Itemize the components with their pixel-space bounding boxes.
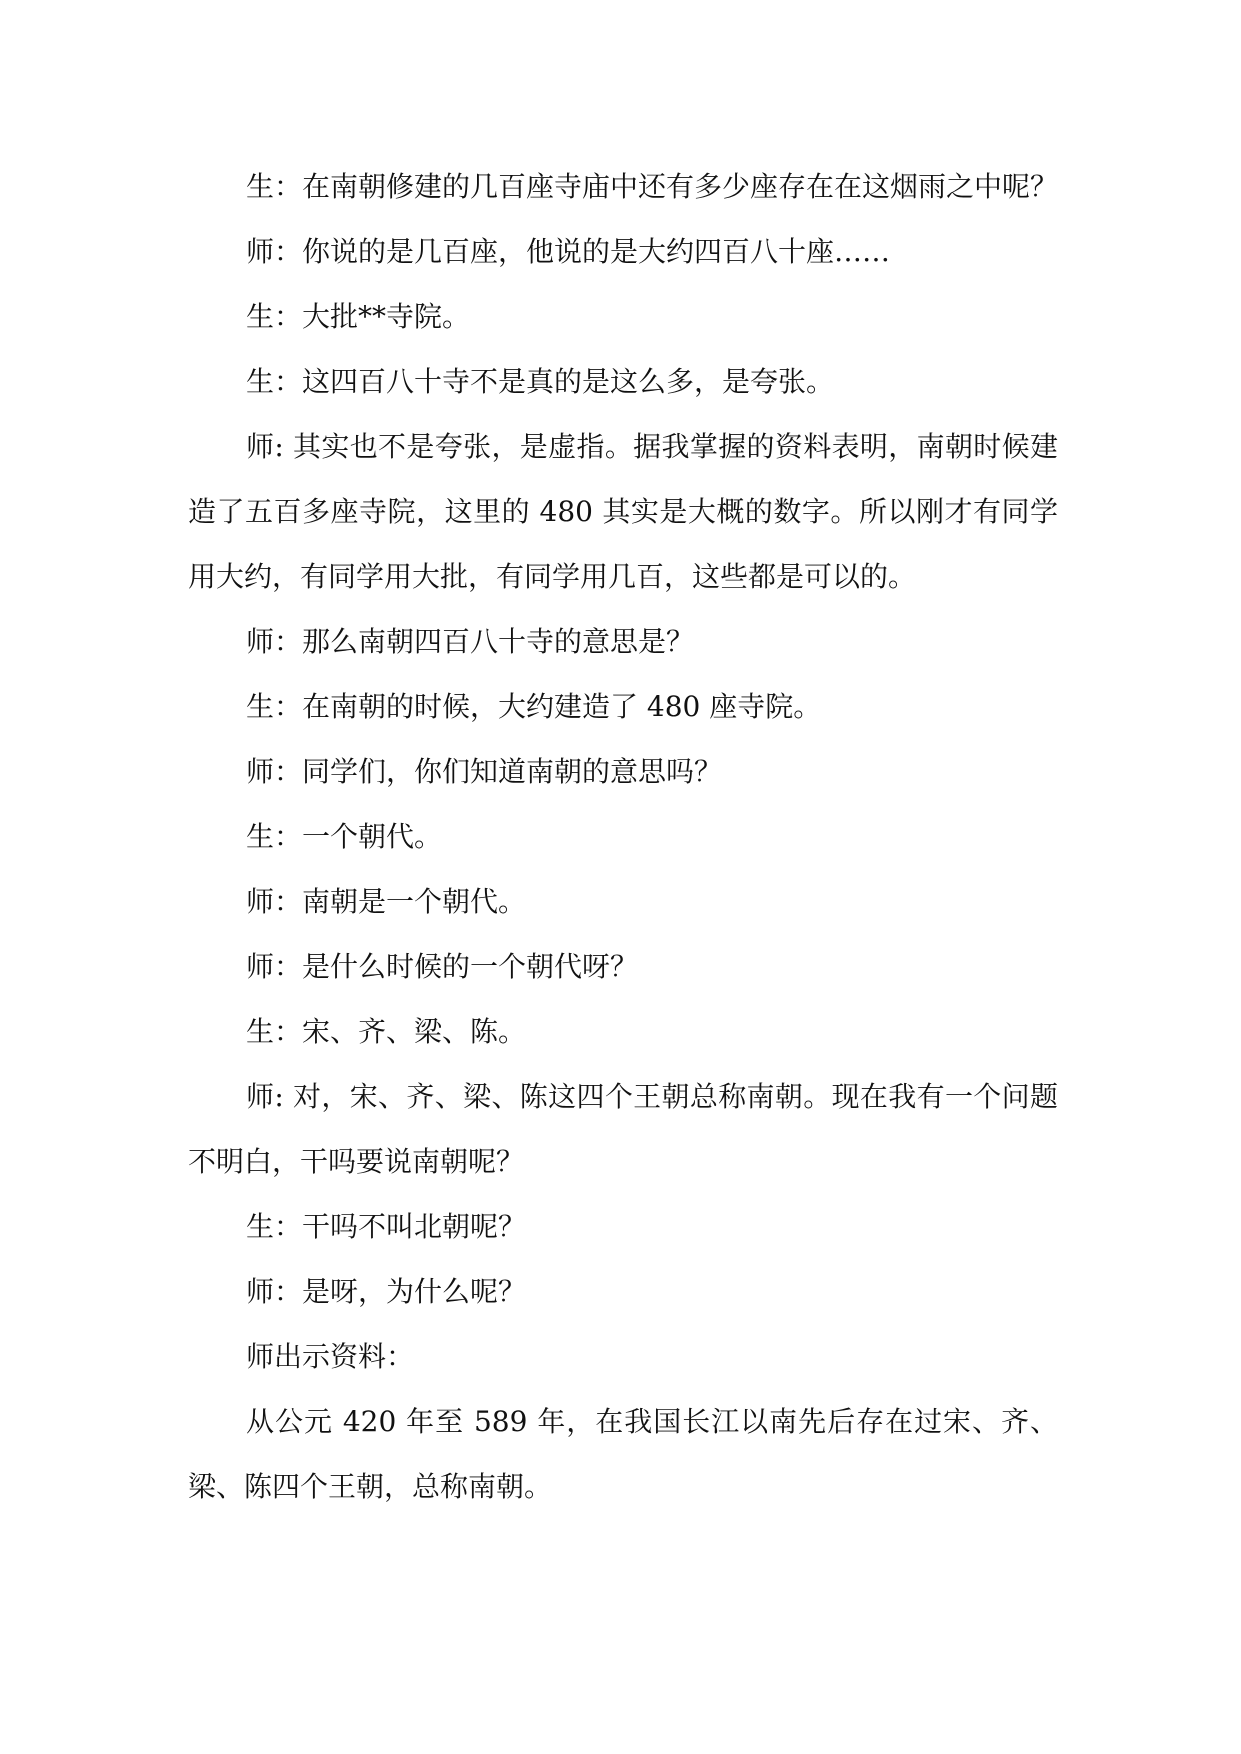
paragraph-10: 师：南朝是一个朝代。 bbox=[246, 885, 527, 918]
paragraph-14: 生：干吗不叫北朝呢？ bbox=[246, 1210, 527, 1243]
paragraph-13: 师: 对，宋、齐、梁、陈这四个王朝总称南朝。现在我有一个问题不明白，干吗要说南朝呢？ bbox=[188, 1080, 1058, 1178]
paragraph-9: 生：一个朝代。 bbox=[246, 820, 443, 853]
paragraph-5: 师: 其实也不是夸张，是虚指。据我掌握的资料表明，南朝时候建造了五百多座寺院，这里的 480 其实是大概的数字。所以刚才有同学用大约，有同学用大批，有同学用几百，这些都是可以的。 bbox=[188, 430, 1058, 593]
paragraph-16: 师出示资料： bbox=[246, 1340, 415, 1373]
paragraph-7: 生：在南朝的时候，大约建造了 480 座寺院。 bbox=[246, 690, 822, 723]
paragraph-4: 生：这四百八十寺不是真的是这么多，是夸张。 bbox=[246, 365, 835, 398]
paragraph-11: 师：是什么时候的一个朝代呀？ bbox=[246, 950, 639, 983]
paragraph-2: 师：你说的是几百座，他说的是大约四百八十座…… bbox=[246, 235, 891, 268]
paragraph-6: 师：那么南朝四百八十寺的意思是？ bbox=[246, 625, 695, 658]
paragraph-12: 生：宋、齐、梁、陈。 bbox=[246, 1015, 527, 1048]
paragraph-8: 师：同学们，你们知道南朝的意思吗？ bbox=[246, 755, 723, 788]
paragraph-15: 师：是呀，为什么呢？ bbox=[246, 1275, 527, 1308]
document-body bbox=[188, 154, 1058, 1519]
paragraph-17: 从公元 420 年至 589 年，在我国长江以南先后存在过宋、齐、梁、陈四个王朝，总称南朝。 bbox=[188, 1405, 1058, 1503]
paragraph-1: 生：在南朝修建的几百座寺庙中还有多少座存在在这烟雨之中呢？ bbox=[246, 170, 1059, 203]
paragraph-3: 生：大批**寺院。 bbox=[246, 300, 471, 333]
